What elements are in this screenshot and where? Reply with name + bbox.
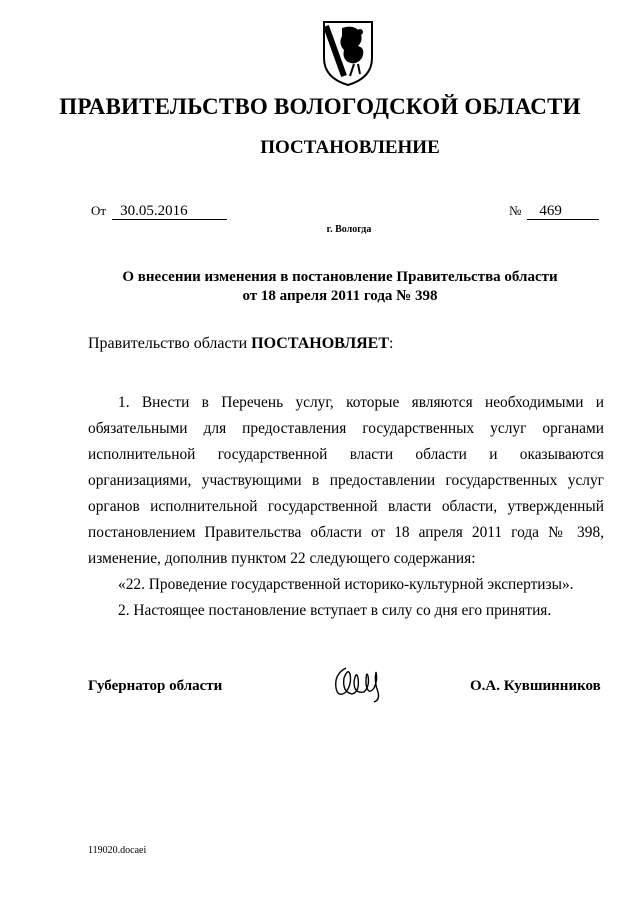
file-reference: 119020.docaei [88, 845, 147, 856]
preamble-suffix: : [389, 335, 394, 352]
number-prefix: № [509, 203, 522, 218]
date-prefix: От [91, 203, 107, 218]
document-type: ПОСТАНОВЛЕНИЕ [260, 137, 440, 158]
government-title: ПРАВИТЕЛЬСТВО ВОЛОГОДСКОЙ ОБЛАСТИ [59, 94, 581, 119]
signer-position: Губернатор области [88, 678, 223, 694]
subject-line-1: О внесении изменения в постановление Правительства области [122, 269, 558, 285]
paragraph-item-1: 1. Внести в Перечень услуг, которые являются необходимыми и обязательными для предоставления государственных услуг органами исполнительной государственной власти области и оказываются организациями, участвующими в предоставлении государственных услуг органов исполнительной государственной власти области, утвержденный постановлением Правительства области от 18 апреля 2011 года № 398, изменение, дополнив пунктом 22 следующего содержания: [88, 394, 604, 567]
number-value: 469 [527, 204, 599, 220]
date-value: 30.05.2016 [112, 204, 227, 220]
city: г. Вологда [326, 224, 372, 235]
number-field [509, 203, 599, 220]
preamble-text: Правительство области [88, 335, 248, 352]
paragraph-quote: «22. Проведение государственной историко-культурной экспертизы». [118, 576, 574, 593]
signer-name: О.А. Кувшинников [470, 678, 601, 694]
preamble [88, 335, 393, 353]
subject-line-2: от 18 апреля 2011 года № 398 [242, 288, 438, 304]
date-field [91, 203, 227, 220]
coat-of-arms-icon [320, 18, 376, 88]
preamble-emphasis: ПОСТАНОВЛЯЕТ [251, 335, 390, 352]
paragraph-item-2: 2. Настоящее постановление вступает в силу со дня его принятия. [118, 602, 552, 619]
subject [0, 268, 640, 306]
document-body [88, 390, 604, 624]
handwritten-signature-icon [330, 662, 390, 704]
